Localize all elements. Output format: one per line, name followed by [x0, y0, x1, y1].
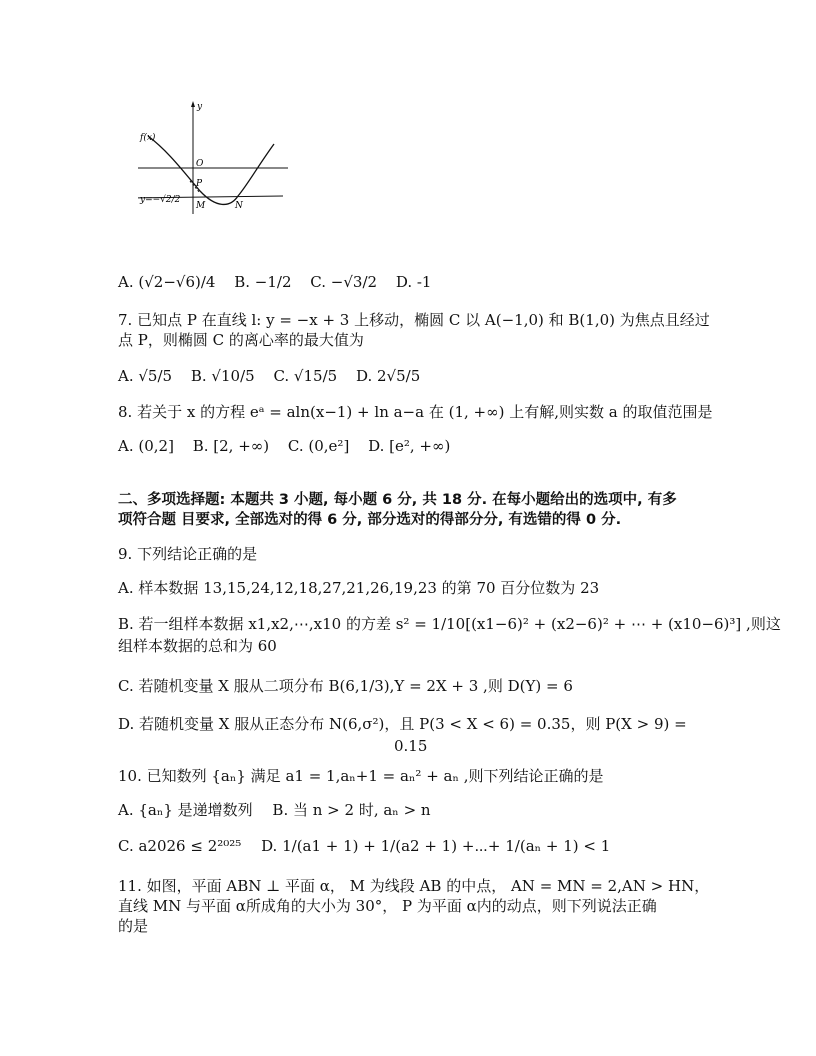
section2-heading-line1: 二、多项选择题: 本题共 3 小题, 每小题 6 分, 共 18 分. 在每小题给出的选项中, 有多	[118, 492, 677, 508]
y-axis-arrow	[191, 101, 195, 107]
function-graph-figure	[138, 96, 288, 216]
q7-option-b: B. √10/5	[190, 367, 255, 385]
q9-option-a: A. 样本数据 13,15,24,12,18,27,21,26,19,23 的第 70 百分位数为 23	[118, 579, 600, 597]
section2-heading-line2: 项符合题 目要求, 全部选对的得 6 分, 部分选对的得部分分, 有选错的得 0 分.	[118, 512, 622, 528]
q8-options	[118, 436, 464, 456]
q8-option-c: C. (0,e²]	[287, 437, 350, 455]
function-graph-svg	[138, 96, 288, 216]
label-y: y	[197, 102, 203, 112]
q11-stem-line2: 直线 MN 与平面 α所成角的大小为 30°， P 为平面 α内的动点，则下列说法正确	[118, 897, 657, 915]
q10-stem: 10. 已知数列 {aₙ} 满足 a1 = 1,aₙ+1 = aₙ² + aₙ ,则下列结论正确的是	[118, 767, 604, 785]
q9-option-b-line1: B. 若一组样本数据 x1,x2,⋯,x10 的方差 s² = 1/10[(x1−6)² + (x2−6)² + ⋯ + (x10−6)³] ,则这	[118, 615, 781, 633]
q7-stem-line2: 点 P，则椭圆 C 的离心率的最大值为	[118, 331, 364, 349]
q11-stem-line3: 的是	[118, 917, 149, 935]
q7-option-c: C. √15/5	[273, 367, 338, 385]
q8-option-b: B. [2, +∞)	[192, 437, 270, 455]
q8-option-a: A. (0,2]	[118, 437, 174, 455]
q8-stem: 8. 若关于 x 的方程 eᵃ = aln(x−1) + ln a−a 在 (1, +∞) 上有解,则实数 a 的取值范围是	[118, 403, 713, 421]
label-M: M	[196, 201, 206, 211]
q9-option-c: C. 若随机变量 X 服从二项分布 B(6,1/3),Y = 2X + 3 ,则 D(Y) = 6	[118, 677, 573, 695]
label-P: P	[196, 179, 203, 189]
q6-options	[118, 272, 445, 292]
q9-option-d-line2: 0.15	[394, 737, 428, 755]
q10-options-cd: C. a2026 ≤ 2²⁰²⁵ D. 1/(a1 + 1) + 1/(a2 + 1) +⋯+ 1/(aₙ + 1) < 1	[118, 837, 611, 855]
q6-option-a: A. (√2−√6)/4	[118, 273, 216, 291]
label-O: O	[196, 159, 204, 169]
label-N: N	[235, 201, 243, 211]
q10-options-ab: A. {aₙ} 是递增数列 B. 当 n > 2 时, aₙ > n	[118, 801, 431, 819]
q7-options	[118, 366, 434, 386]
q6-option-d: D. -1	[395, 273, 432, 291]
q8-option-d: D. [e², +∞)	[368, 437, 451, 455]
label-line: y=−√2/2	[140, 195, 181, 205]
q6-option-b: B. −1/2	[234, 273, 292, 291]
q11-stem-line1: 11. 如图，平面 ABN ⊥ 平面 α， M 为线段 AB 的中点， AN = MN = 2,AN > HN，	[118, 877, 710, 895]
q9-option-b-line2: 组样本数据的总和为 60	[118, 637, 277, 655]
q6-option-c: C. −√3/2	[310, 273, 378, 291]
q7-option-d: D. 2√5/5	[355, 367, 421, 385]
q9-option-d-line1: D. 若随机变量 X 服从正态分布 N(6,σ²)，且 P(3 < X < 6) = 0.35，则 P(X > 9) =	[118, 715, 687, 733]
q7-stem-line1: 7. 已知点 P 在直线 l: y = −x + 3 上移动，椭圆 C 以 A(−1,0) 和 B(1,0) 为焦点且经过	[118, 311, 710, 329]
q7-option-a: A. √5/5	[118, 367, 173, 385]
label-fx: f(x)	[140, 133, 156, 143]
q9-stem: 9. 下列结论正确的是	[118, 545, 258, 563]
